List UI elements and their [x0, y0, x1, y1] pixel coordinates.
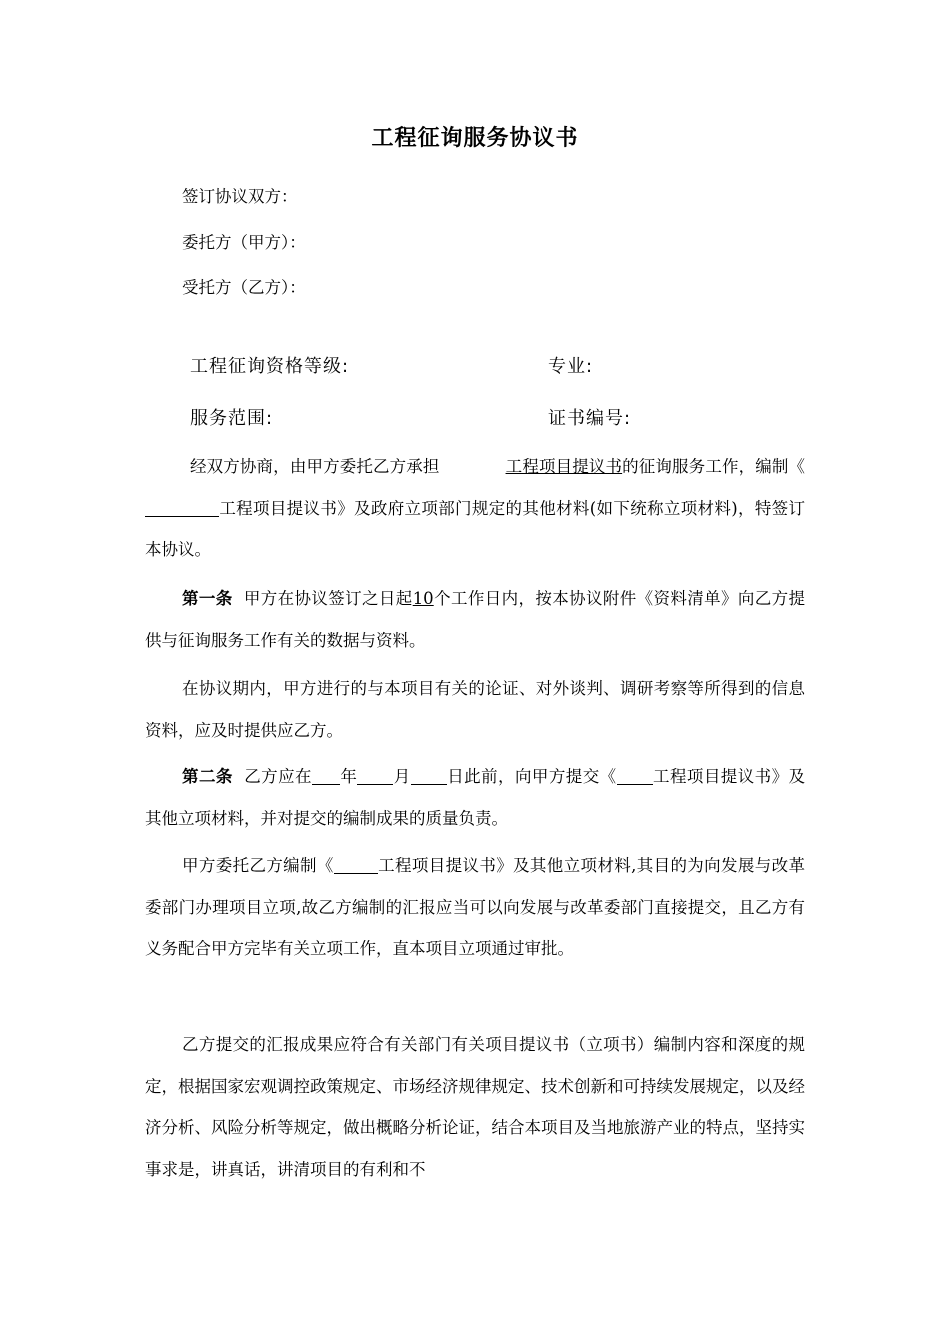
service-scope-label: 服务范围:	[190, 408, 274, 429]
blank-year	[312, 768, 340, 786]
blank-field	[145, 499, 219, 517]
working-days-value: 10	[412, 589, 434, 608]
qualification-grade-label: 工程征询资格等级:	[190, 356, 350, 377]
blank-day	[411, 768, 447, 786]
document-title: 工程征询服务协议书	[371, 125, 579, 151]
p1-underlined-project: 工程项目提议书	[505, 457, 623, 476]
p1-text-c: 工程项目提议书》及政府立项部门规定的其他材料(如下统称立项材料)，特签订本协议。	[145, 498, 805, 559]
article-2: 第二条 乙方应在 年 月 日此前，向甲方提交《 工程项目提议书》及其他立项材料，并对提交的编制成果的质量负责。	[145, 767, 806, 828]
p1-text-a: 经双方协商，由甲方委托乙方承担	[190, 457, 440, 476]
blank-month	[357, 768, 393, 786]
paragraph-info-provision: 在协议期内，甲方进行的与本项目有关的论证、对外谈判、调研考察等所得到的信息资料，应及时提供应乙方。	[145, 679, 805, 740]
major-label: 专业:	[548, 356, 594, 377]
p1-text-b: 的征询服务工作，编制《	[622, 457, 806, 476]
party-a-label: 委托方（甲方）：	[182, 233, 306, 252]
certificate-number-label: 证书编号:	[548, 408, 632, 429]
article-1-label: 第一条	[182, 589, 233, 608]
article-2-label: 第二条	[182, 767, 233, 786]
party-b-label: 受托方（乙方）：	[182, 278, 306, 297]
blank-project	[617, 768, 653, 786]
parties-intro: 签订协议双方：	[182, 187, 298, 206]
article-1: 第一条 甲方在协议签订之日起10个工作日内，按本协议附件《资料清单》向乙方提供与征询服务工作有关的数据与资料。	[145, 589, 806, 650]
blank-project	[334, 857, 378, 875]
paragraph-report-requirements: 乙方提交的汇报成果应符合有关部门有关项目提议书（立项书）编制内容和深度的规定，根据国家宏观调控政策规定、市场经济规律规定、技术创新和可持续发展规定，以及经济分析、风险分析等规定，做出概略分析论证，结合本项目及当地旅游产业的特点，坚持实事求是，讲真话，讲清项目的有利和不	[145, 1035, 805, 1179]
paragraph-purpose: 甲方委托乙方编制《 工程项目提议书》及其他立项材料,其目的为向发展与改革委部门办理项目立项,故乙方编制的汇报应当可以向发展与改革委部门直接提交，且乙方有义务配合甲方完毕有关立项工作，直本项目立项通过审批。	[145, 856, 805, 958]
paragraph-agreement-intro	[145, 446, 805, 571]
